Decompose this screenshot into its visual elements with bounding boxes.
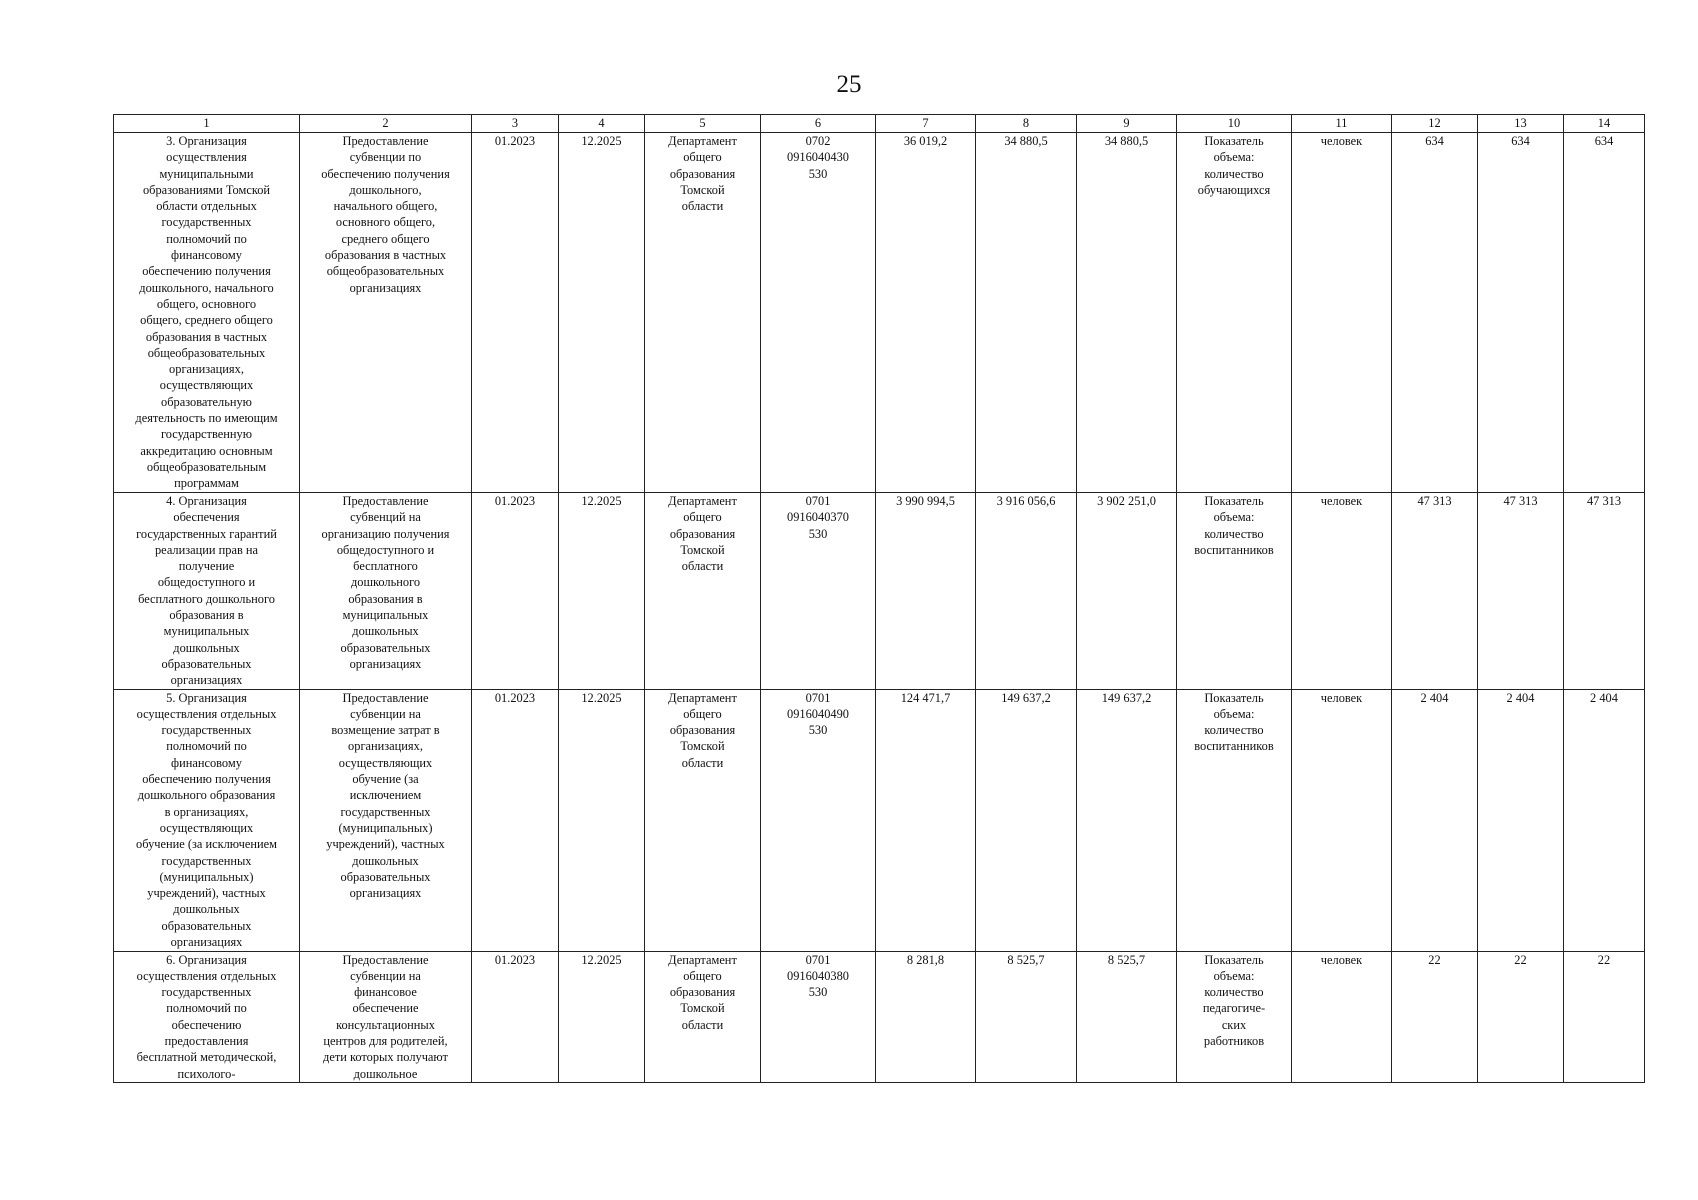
value-col-12: 22 [1392, 951, 1478, 1082]
program-measures-table [113, 114, 1645, 1083]
executor: Департамент общего образования Томской области [668, 134, 737, 214]
value-col-13: 22 [1478, 951, 1564, 1082]
value-col-14: 22 [1564, 951, 1645, 1082]
value-col-13: 2 404 [1478, 689, 1564, 951]
end-date: 12.2025 [559, 951, 645, 1082]
column-number-8: 8 [976, 115, 1077, 133]
amount-col-7: 8 281,8 [876, 951, 976, 1082]
column-number-14: 14 [1564, 115, 1645, 133]
column-number-5: 5 [645, 115, 761, 133]
budget-code: 0701 0916040380 530 [787, 952, 849, 1000]
measure-name: 3. Организация осуществления муниципальными образованиями Томской области отдельных государственных полномочий по финансовому обеспечению получения дошкольного, начального общего, основного общего, среднего общего образования в частных общеобразовательных организациях, осуществляющих образовательную деятельность по имеющим государственную аккредитацию основным общеобразовательным программам [135, 134, 278, 491]
amount-col-8: 8 525,7 [976, 951, 1077, 1082]
amount-col-7: 3 990 994,5 [876, 493, 976, 690]
measure-description: Предоставление субвенции по обеспечению получения дошкольного, начального общего, основного общего, среднего общего образования в частных общеобразовательных организациях [321, 134, 450, 295]
amount-col-9: 3 902 251,0 [1077, 493, 1177, 690]
value-col-14: 634 [1564, 133, 1645, 493]
unit: человек [1292, 689, 1392, 951]
measure-name: 5. Организация осуществления отдельных государственных полномочий по финансовому обеспечению получения дошкольного образования в организациях, осуществляющих обучение (за исключением государственных (муниципальных) учреждений), частных дошкольных образовательных организациях [136, 690, 277, 950]
start-date: 01.2023 [472, 951, 559, 1082]
amount-col-7: 36 019,2 [876, 133, 976, 493]
measure-name: 6. Организация осуществления отдельных государственных полномочий по обеспечению предоставления бесплатной методической, психолого- [136, 952, 277, 1081]
budget-code: 0701 0916040370 530 [787, 494, 849, 541]
unit: человек [1292, 133, 1392, 493]
amount-col-9: 8 525,7 [1077, 951, 1177, 1082]
column-number-4: 4 [559, 115, 645, 133]
unit: человек [1292, 951, 1392, 1082]
table-row [114, 689, 1645, 951]
column-number-2: 2 [300, 115, 472, 133]
value-col-14: 2 404 [1564, 689, 1645, 951]
budget-code: 0701 0916040490 530 [787, 690, 849, 738]
column-number-1: 1 [114, 115, 300, 133]
measure-description: Предоставление субвенции на возмещение затрат в организациях, осуществляющих обучение (за исключением государственных (муниципальных) учреждений), частных дошкольных образовательных организациях [326, 690, 445, 901]
start-date: 01.2023 [472, 133, 559, 493]
end-date: 12.2025 [559, 689, 645, 951]
measure-description: Предоставление субвенции на финансовое обеспечение консультационных центров для родителей, дети которых получают дошкольное [323, 952, 448, 1081]
table-row [114, 133, 1645, 493]
indicator: Показатель объема: количество педагогиче- ских работников [1202, 952, 1266, 1049]
value-col-13: 47 313 [1478, 493, 1564, 690]
end-date: 12.2025 [559, 133, 645, 493]
column-number-6: 6 [761, 115, 876, 133]
unit: человек [1292, 493, 1392, 690]
executor: Департамент общего образования Томской области [668, 494, 737, 574]
indicator: Показатель объема: количество воспитанников [1194, 690, 1274, 754]
column-number-row [114, 115, 1645, 133]
amount-col-7: 124 471,7 [876, 689, 976, 951]
column-number-7: 7 [876, 115, 976, 133]
amount-col-9: 149 637,2 [1077, 689, 1177, 951]
page-number: 25 [836, 71, 862, 98]
measure-description: Предоставление субвенций на организацию получения общедоступного и бесплатного дошкольного образования в муниципальных дошкольных образовательных организациях [321, 494, 450, 671]
amount-col-8: 3 916 056,6 [976, 493, 1077, 690]
value-col-12: 2 404 [1392, 689, 1478, 951]
executor: Департамент общего образования Томской области [668, 952, 737, 1032]
value-col-13: 634 [1478, 133, 1564, 493]
value-col-12: 47 313 [1392, 493, 1478, 690]
value-col-12: 634 [1392, 133, 1478, 493]
end-date: 12.2025 [559, 493, 645, 690]
budget-code: 0702 0916040430 530 [787, 134, 849, 181]
column-number-3: 3 [472, 115, 559, 133]
measure-name: 4. Организация обеспечения государственных гарантий реализации прав на получение общедоступного и бесплатного дошкольного образования в муниципальных дошкольных образовательных организациях [136, 494, 277, 688]
start-date: 01.2023 [472, 689, 559, 951]
table-row [114, 951, 1645, 1082]
value-col-14: 47 313 [1564, 493, 1645, 690]
indicator: Показатель объема: количество воспитанников [1194, 494, 1274, 557]
column-number-11: 11 [1292, 115, 1392, 133]
column-number-12: 12 [1392, 115, 1478, 133]
indicator: Показатель объема: количество обучающихся [1197, 134, 1271, 197]
column-number-13: 13 [1478, 115, 1564, 133]
start-date: 01.2023 [472, 493, 559, 690]
column-number-9: 9 [1077, 115, 1177, 133]
table-row [114, 493, 1645, 690]
amount-col-8: 149 637,2 [976, 689, 1077, 951]
amount-col-9: 34 880,5 [1077, 133, 1177, 493]
column-number-10: 10 [1177, 115, 1292, 133]
amount-col-8: 34 880,5 [976, 133, 1077, 493]
executor: Департамент общего образования Томской области [668, 690, 737, 770]
